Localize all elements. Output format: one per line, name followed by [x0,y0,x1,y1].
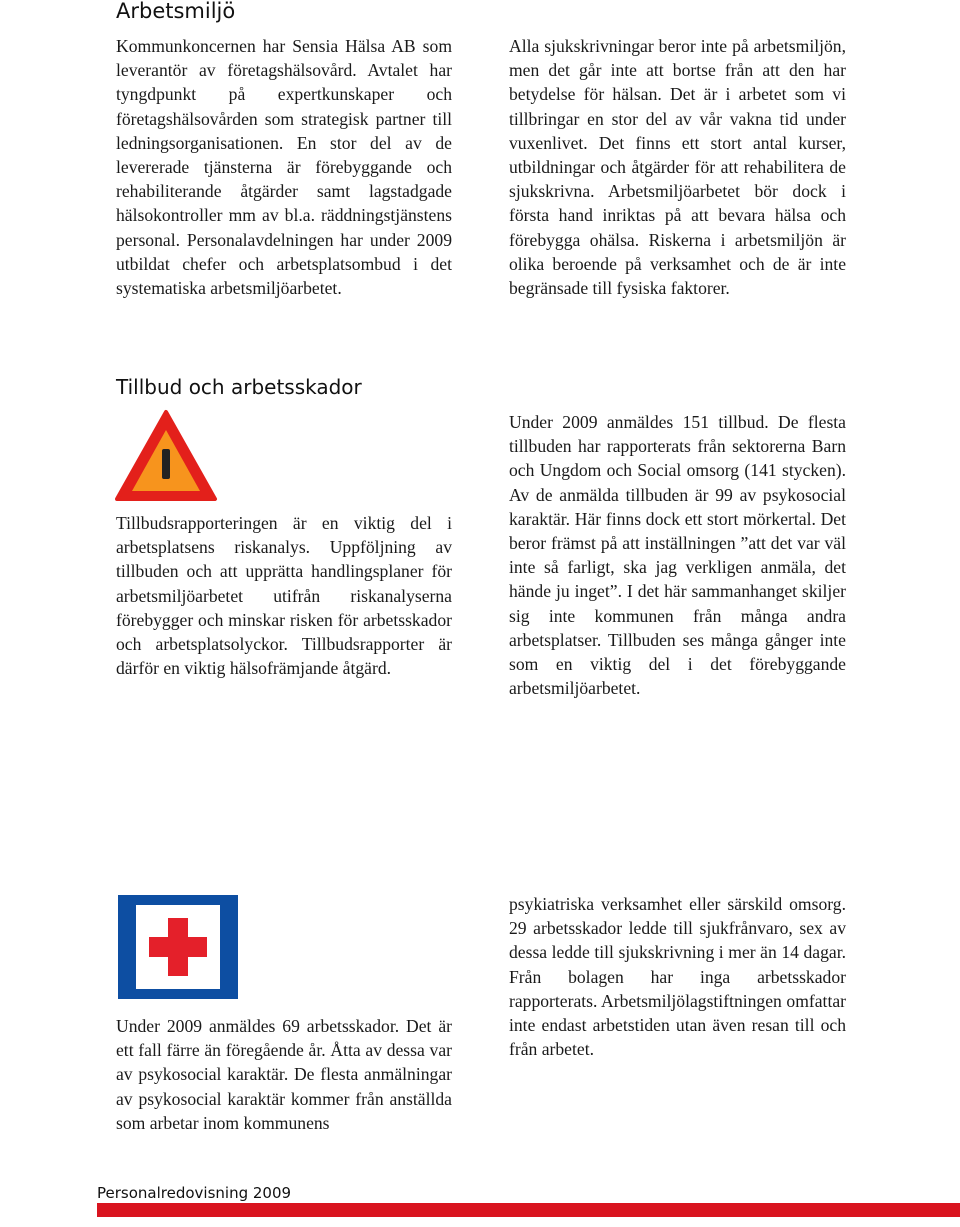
arbetsmiljo-left-paragraph: Kommunkoncernen har Sensia Hälsa AB som leverantör av företagshälsovård. Avtalet har tyngdpunkt på expertkunskaper och företagshälsovården som strategisk partner till ledningsorganisationen. En stor del av de levererade tjänsterna är förebyggande och rehabiliterande åtgärder samt lagstadgade hälsokontroller mm av bl.a. räddningstjänstens personal. Personalavdelningen har under 2009 utbildat chefer och arbetsplatsombud i det systematiska arbetsmiljöarbetet. [116,36,452,299]
section-heading-arbetsmiljo: Arbetsmiljö [116,0,236,23]
footer-title: Personalredovisning 2009 [97,1184,292,1202]
arbetsskador-right-paragraph: psykiatriska verksamhet eller särskild omsorg. 29 arbetsskador ledde till sjukfrånvaro, sex av dessa ledde till sjukskrivning i mer än 14 dagar. Från bolagen har inga arbetsskador rapporterats. Arbetsmiljölagstiftningen omfattar inte endast arbetstiden utan även resan till och från arbetet. [509,894,846,1060]
section-heading-tillbud: Tillbud och arbetsskador [116,375,362,399]
warning-triangle-icon [114,409,218,503]
footer-bar [97,1203,960,1217]
arbetsmiljo-right-paragraph: Alla sjukskrivningar beror inte på arbetsmiljön, men det går inte att bortse från att den har betydelse för hälsan. Det är i arbetet som vi tillbringar en stor del av vår vakna tid under vuxenlivet. Det finns ett stort antal kurser, utbildningar och åtgärder för att rehabilitera de sjukskrivna. Arbetsmiljöarbetet bör dock i första hand inriktas på att bevara hälsa och förebygga ohälsa. Riskerna i arbetsmiljön är olika beroende på verksamhet och de är inte begränsade till fysiska faktorer. [509,36,846,299]
tillbud-left-paragraph: Tillbudsrapporteringen är en viktig del i arbetsplatsens riskanalys. Uppföljning av tillbuden och att upprätta handlingsplaner för arbetsmiljöarbetet utifrån riskanalyserna förebygger och minskar risken för arbetsskador och arbetsplatsolyckor. Tillbudsrapporter är därför en viktig hälsofrämjande åtgärd. [116,513,452,679]
tillbud-right-paragraph: Under 2009 anmäldes 151 tillbud. De flesta tillbuden har rapporterats från sektorerna Barn och Ungdom och Social omsorg (141 stycken). Av de anmälda tillbuden är 99 av psykosocial karaktär. Här finns dock ett stort mörkertal. Det beror främst på att inställningen ”att det var väl inte så farligt, ska jag verkligen anmäla, det hände ju inget”. I det här sammanhanget skiljer sig inte kommunen från många andra arbetsplatser. Tillbuden ses många gånger inte som en viktig del i det förebyggande arbetsmiljöarbetet. [509,412,846,699]
arbetsskador-left-paragraph: Under 2009 anmäldes 69 arbetsskador. Det är ett fall färre än föregående år. Åtta av dessa var av psykosocial karaktär. De flesta anmälningar av psykosocial karaktär kommer från anställda som arbetar inom kommunens [116,1016,452,1133]
first-aid-cross-icon [114,891,242,1003]
